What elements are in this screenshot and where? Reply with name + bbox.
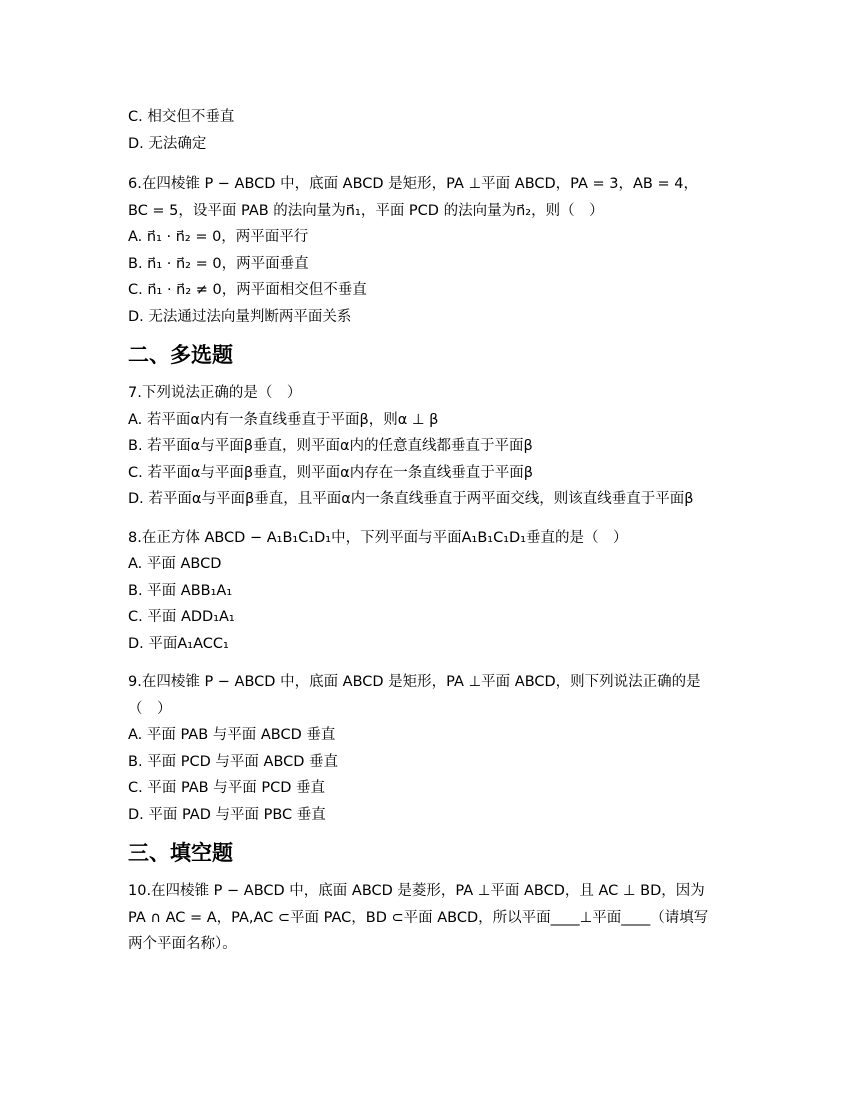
option-b: B. 若平面α与平面β垂直，则平面α内的任意直线都垂直于平面β [128,438,533,454]
document-content [128,104,728,958]
question-stem-line: 6.在四棱锥 P − ABCD 中，底面 ABCD 是矩形，PA ⊥平面 ABCD，PA = 3，AB = 4， [128,176,698,192]
question-stem-line: PA ∩ AC = A，PA,AC ⊂平面 PAC，BD ⊂平面 ABCD，所以平面____⊥平面____（请填写 [128,909,709,926]
question-8 [128,525,728,658]
question-9 [128,669,728,828]
option-d: D. 平面A₁ACC₁ [128,635,229,652]
option-b: B. n⃗₁ · n⃗₂ = 0，两平面垂直 [128,255,309,272]
option-d: D. 平面 PAD 与平面 PBC 垂直 [128,806,326,823]
option-d: D. 若平面α与平面β垂直，且平面α内一条直线垂直于两平面交线，则该直线垂直于平面β [128,491,694,507]
option-a: A. n⃗₁ · n⃗₂ = 0，两平面平行 [128,229,309,245]
question-10 [128,878,728,958]
option-c: C. 相交但不垂直 [128,109,235,125]
section-heading-multiple-choice: 二、多选题 [128,343,233,367]
option-c: C. 若平面α与平面β垂直，则平面α内存在一条直线垂直于平面β [128,464,533,481]
option-c: C. 平面 ADD₁A₁ [128,609,235,625]
question-stem-line: 两个平面名称）。 [128,936,237,952]
option-c: C. n⃗₁ · n⃗₂ ≠ 0，两平面相交但不垂直 [128,282,367,298]
question-stem-line: 7.下列说法正确的是（ ） [128,385,302,401]
question-stem-line: 9.在四棱锥 P − ABCD 中，底面 ABCD 是矩形，PA ⊥平面 ABCD，则下列说法正确的是 [128,674,701,690]
option-a: A. 平面 ABCD [128,556,222,572]
question-5-options [128,104,728,157]
option-d: D. 无法通过法向量判断两平面关系 [128,308,352,325]
question-stem-line: （ ） [128,700,172,717]
option-c: C. 平面 PAB 与平面 PCD 垂直 [128,780,325,796]
question-6 [128,171,728,330]
question-stem-line: 10.在四棱锥 P − ABCD 中，底面 ABCD 是菱形，PA ⊥平面 ABCD，且 AC ⊥ BD，因为 [128,883,705,899]
option-a: A. 若平面α内有一条直线垂直于平面β，则α ⊥ β [128,411,439,428]
option-a: A. 平面 PAB 与平面 ABCD 垂直 [128,727,336,743]
option-d: D. 无法确定 [128,135,207,152]
section-heading-fill-in-blank: 三、填空题 [128,841,233,865]
question-stem-line: 8.在正方体 ABCD − A₁B₁C₁D₁中，下列平面与平面A₁B₁C₁D₁垂直的是（ ） [128,529,628,546]
option-b: B. 平面 ABB₁A₁ [128,582,233,599]
question-stem-line: BC = 5，设平面 PAB 的法向量为n⃗₁，平面 PCD 的法向量为n⃗₂，则（ ） [128,202,604,219]
question-7 [128,380,728,513]
option-b: B. 平面 PCD 与平面 ABCD 垂直 [128,753,339,770]
